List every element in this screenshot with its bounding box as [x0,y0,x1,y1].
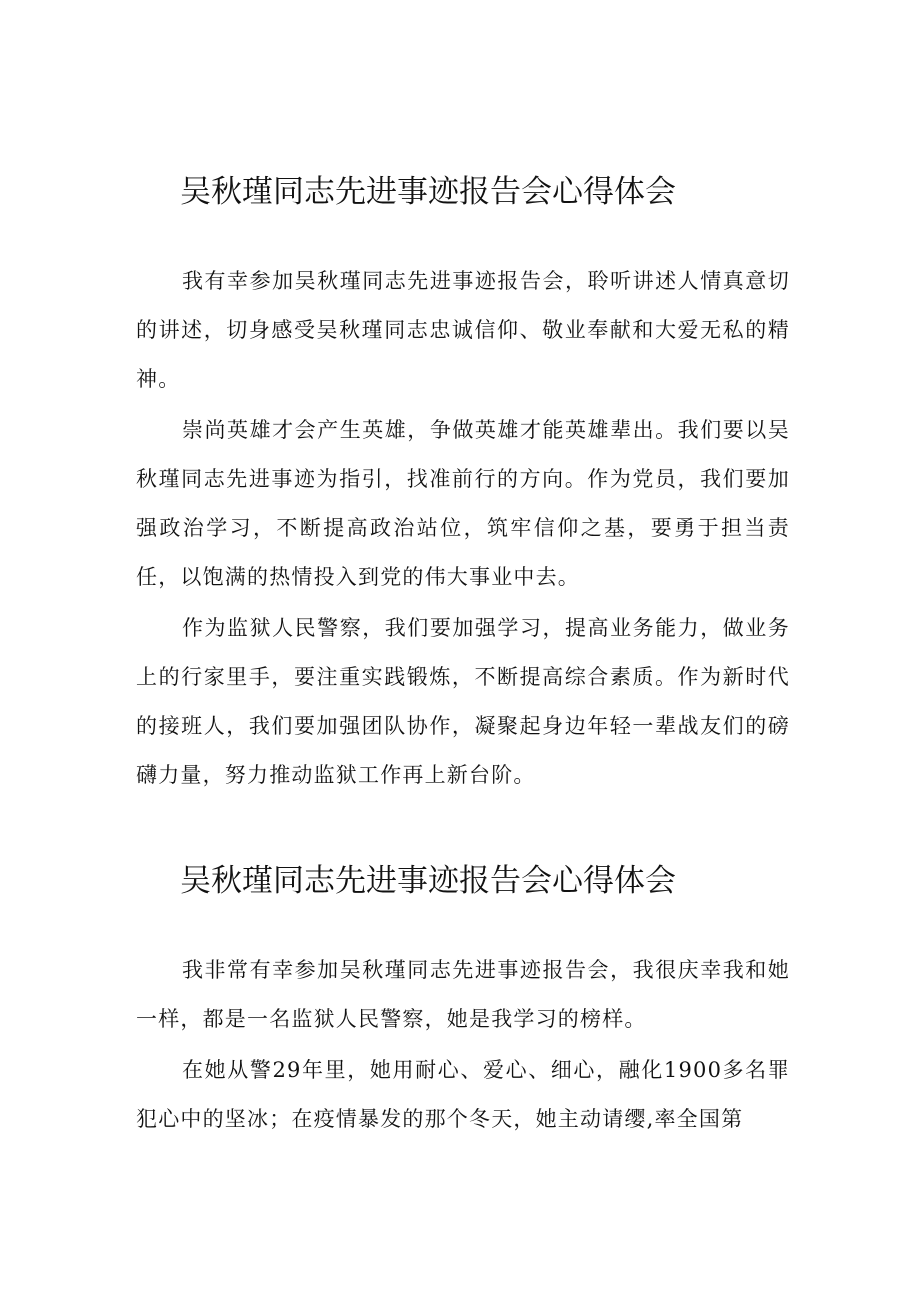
section-2-paragraph-2: 在她从警29年里，她用耐心、爱心、细心，融化1900多名罪犯心中的坚冰；在疫情暴发的那个冬天，她主动请缨,率全国第 [136,1058,790,1131]
section-2-paragraph-1: 我非常有幸参加吴秋瑾同志先进事迹报告会，我很庆幸我和她一样，都是一名监狱人民警察，她是我学习的榜样。 [136,958,790,1031]
section-1-paragraph-3: 作为监狱人民警察，我们要加强学习，提高业务能力，做业务上的行家里手，要注重实践锻炼，不断提高综合素质。作为新时代的接班人，我们要加强团队协作，凝聚起身边年轻一辈战友们的磅礴力量，努力推动监狱工作再上新台阶。 [136,616,790,787]
section-1-title: 吴秋瑾同志先进事迹报告会心得体会 [180,174,676,210]
section-1-paragraph-2: 崇尚英雄才会产生英雄，争做英雄才能英雄辈出。我们要以吴秋瑾同志先进事迹为指引，找准前行的方向。作为党员，我们要加强政治学习，不断提高政治站位，筑牢信仰之基，要勇于担当责任，以饱满的热情投入到党的伟大事业中去。 [136,418,790,589]
section-2-title: 吴秋瑾同志先进事迹报告会心得体会 [180,863,676,899]
section-1-paragraph-1: 我有幸参加吴秋瑾同志先进事迹报告会，聆听讲述人情真意切的讲述，切身感受吴秋瑾同志忠诚信仰、敬业奉献和大爱无私的精神。 [136,269,790,391]
